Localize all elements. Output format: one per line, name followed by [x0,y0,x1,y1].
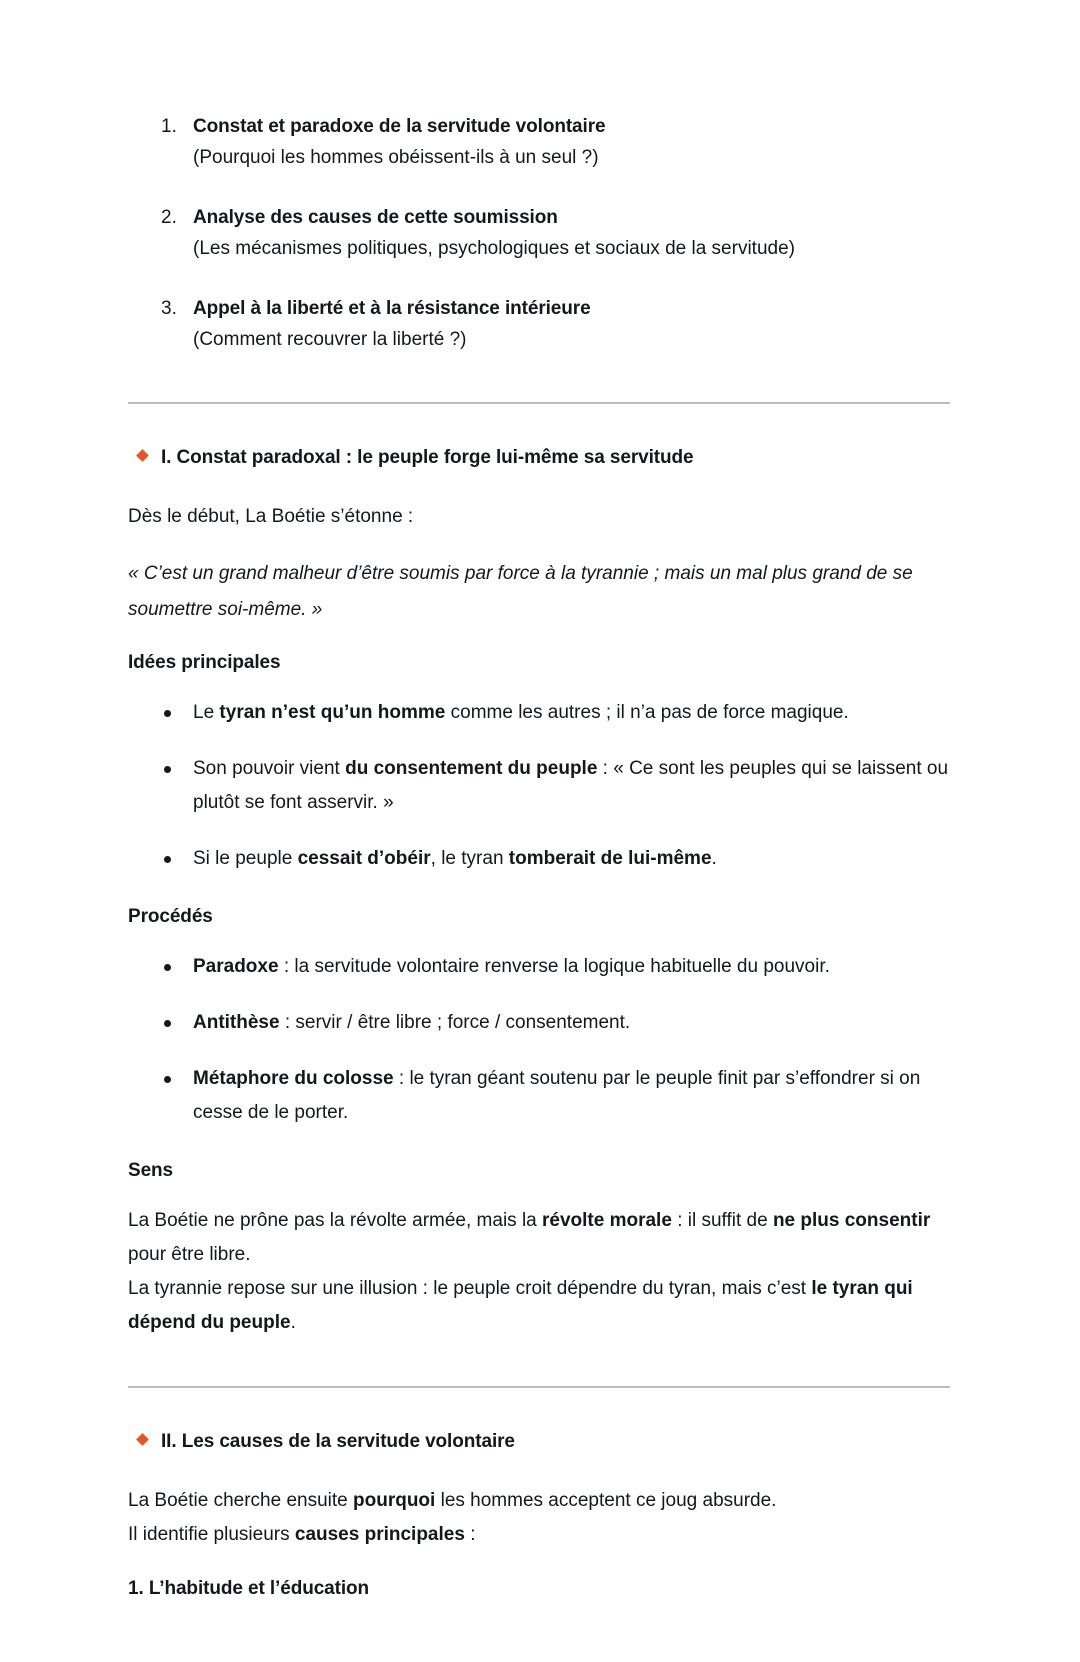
diamond-icon [136,449,149,462]
section-divider [128,1386,950,1388]
sens-text-pre: La Boétie ne prône pas la révolte armée, mais la [128,1210,543,1231]
section-two-line-one [128,1484,950,1518]
bullet-dot-icon [164,766,171,773]
bullet-dot-icon [164,1076,171,1083]
sens-text-bold: révolte morale [542,1210,672,1231]
section-one-intro: Dès le début, La Boétie s’étonne : [128,506,414,527]
plan-item [128,112,950,174]
list-item-text-bold: du consentement du peuple [345,758,598,779]
sens-text-bold-2: ne plus consentir [772,1210,931,1231]
section-heading-two [138,1428,950,1456]
plan-item [128,294,950,356]
sens-text-pre: La tyrannie repose sur une illusion : le peuple croit dépendre du tyran, mais c’est [128,1278,812,1299]
bullet-dot-icon [164,1020,171,1027]
plan-list [128,112,950,356]
sens-text-post: pour être libre. [128,1244,251,1265]
procedes-label: Procédés [128,906,213,927]
list-item-text-post: . [711,848,717,869]
idees-principales-list [128,696,950,876]
section-two-text-pre: La Boétie cherche ensuite [128,1490,353,1511]
sens-text-bold: le tyran qui dépend du peuple [128,1278,913,1333]
list-item-text-bold-2: tomberait de lui-même [508,848,712,869]
list-item [128,842,950,876]
section-two-line-two [128,1518,950,1552]
list-item-text-bold: Métaphore du colosse [193,1068,394,1089]
bullet-dot-icon [164,710,171,717]
plan-item-number: 1. [161,116,177,137]
section-heading-one [138,444,950,472]
list-item-text-pre: Si le peuple [193,848,298,869]
section-two-text-post: : [464,1524,476,1545]
list-item [128,752,950,820]
plan-item-title: Appel à la liberté et à la résistance intérieure [193,298,591,319]
procedes-list [128,950,950,1130]
sens-paragraph-one [128,1204,950,1272]
list-item-text-pre: Son pouvoir vient [193,758,346,779]
plan-item-title: Constat et paradoxe de la servitude volontaire [193,116,606,137]
section-one-quote: « C’est un grand malheur d’être soumis par force à la tyrannie ; mais un mal plus grand de se soumettre soi-même. » [128,563,913,620]
section-two-text-post: les hommes acceptent ce joug absurde. [435,1490,777,1511]
list-item-text-mid: , le tyran [430,848,509,869]
list-item-text-post: : « Ce sont les peuples qui se laissent ou plutôt se font asservir. » [193,758,949,813]
list-item-text-post: comme les autres ; il n’a pas de force magique. [445,702,849,723]
plan-item-subtitle: (Comment recouvrer la liberté ?) [193,329,467,350]
list-item [128,696,950,730]
list-item-text-bold: Paradoxe [193,956,279,977]
list-item-text-post: : le tyran géant soutenu par le peuple finit par s’effondrer si on cesse de le porter. [193,1068,921,1123]
section-two-text-bold: pourquoi [353,1490,436,1511]
section-divider [128,402,950,404]
list-item-text-bold: Antithèse [193,1012,280,1033]
list-item-text-post: : la servitude volontaire renverse la logique habituelle du pouvoir. [278,956,830,977]
bullet-dot-icon [164,964,171,971]
list-item-text-post: : servir / être libre ; force / consentement. [279,1012,631,1033]
list-item-text-pre: Le [193,702,220,723]
sens-text-post: . [290,1312,296,1333]
plan-item-subtitle: (Pourquoi les hommes obéissent-ils à un seul ?) [193,147,599,168]
diamond-icon [136,1433,149,1446]
section-two-subheading: 1. L’habitude et l’éducation [128,1578,370,1599]
sens-label: Sens [128,1160,174,1181]
sens-paragraph-two [128,1272,950,1340]
plan-item-number: 2. [161,207,177,228]
list-item [128,1006,950,1040]
plan-item-subtitle: (Les mécanismes politiques, psychologiques et sociaux de la servitude) [193,238,795,259]
plan-item-number: 3. [161,298,177,319]
section-heading-two-label: II. Les causes de la servitude volontaire [161,1431,515,1452]
section-two-text-pre: Il identifie plusieurs [128,1524,295,1545]
bullet-dot-icon [164,856,171,863]
section-heading-one-label: I. Constat paradoxal : le peuple forge lui-même sa servitude [161,447,694,468]
list-item-text-bold: tyran n’est qu’un homme [219,702,446,723]
plan-item [128,203,950,265]
plan-item-title: Analyse des causes de cette soumission [193,207,558,228]
idees-principales-label: Idées principales [128,652,281,673]
list-item [128,1062,950,1130]
list-item [128,950,950,984]
section-two-text-bold: causes principales [294,1524,465,1545]
sens-text-mid: : il suffit de [671,1210,773,1231]
list-item-text-bold: cessait d’obéir [297,848,431,869]
